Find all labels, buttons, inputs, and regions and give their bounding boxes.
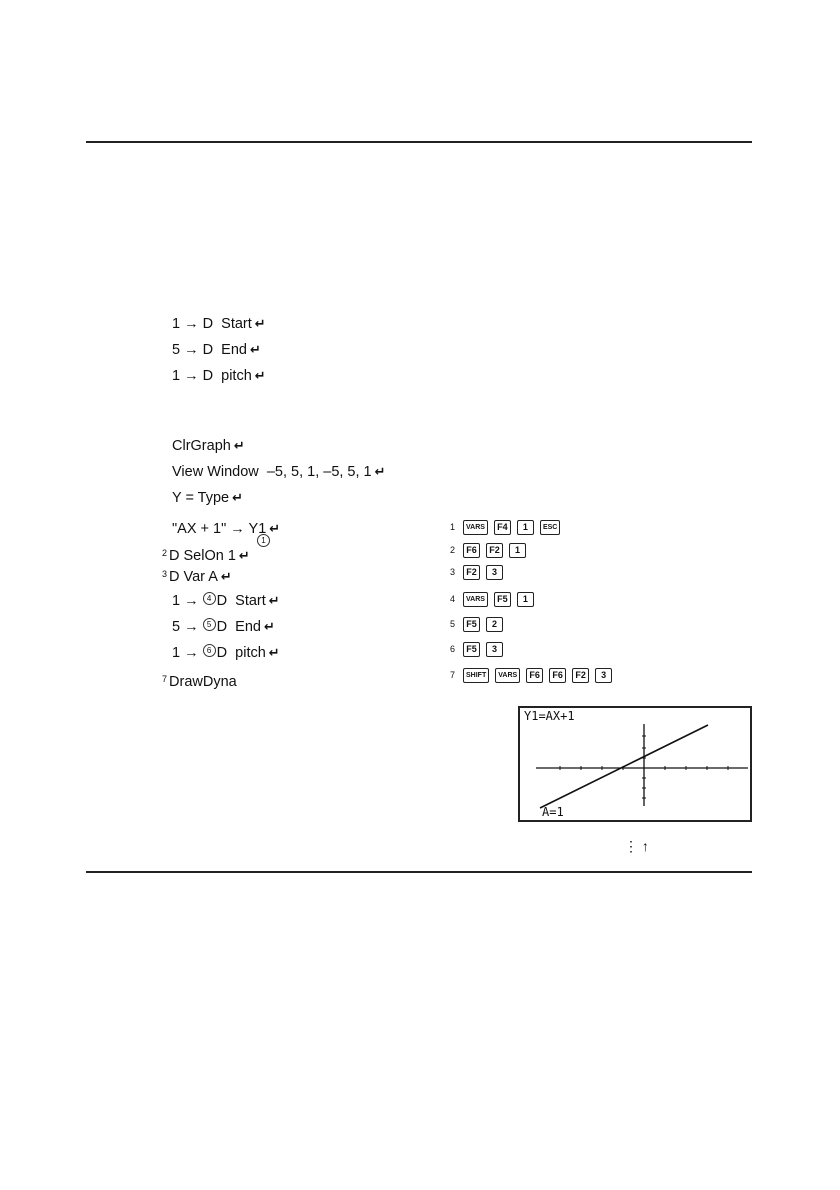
return-icon: ↵ — [374, 465, 386, 480]
program-line-dpitch: 1 → 6 D pitch ↵ — [172, 645, 280, 661]
program-line-selon: $^2$ D SelOn 1 ↵ — [162, 548, 250, 564]
program-line-dend: 5 → 5 D End ↵ — [172, 619, 275, 635]
key-f5: F5 — [463, 642, 480, 657]
program-line-start: 1 → D Start ↵ — [172, 316, 266, 332]
return-icon: ↵ — [263, 620, 275, 635]
key-3: 3 — [486, 642, 503, 657]
key-sequence-3: 3 F2 3 — [445, 563, 503, 581]
step-marker-3: 3 — [162, 569, 168, 579]
screen-variable-label: A=1 — [542, 805, 564, 819]
key-sequence-7: 7 SHIFT VARS F6 F6 F2 3 — [445, 666, 612, 684]
return-icon: ↵ — [268, 594, 280, 609]
bottom-rule — [86, 871, 752, 873]
program-line-ytype: Y = Type ↵ — [172, 490, 244, 506]
key-sequence-2: 2 F6 F2 1 — [445, 541, 526, 559]
key-f5: F5 — [463, 617, 480, 632]
key-esc: ESC — [540, 520, 560, 535]
key-vars: VARS — [463, 520, 488, 535]
program-line-viewwindow: View Window –5, 5, 1, –5, 5, 1 ↵ — [172, 464, 386, 480]
top-rule — [86, 141, 752, 143]
step-marker-1: 1 — [257, 534, 270, 547]
return-icon: ↵ — [232, 491, 244, 506]
program-line-clrgraph: ClrGraph ↵ — [172, 438, 245, 454]
key-f4: F4 — [494, 520, 511, 535]
step-marker-2: 2 — [162, 548, 168, 558]
program-line-dstart: 1 → 4 D Start ↵ — [172, 593, 280, 609]
return-icon: ↵ — [254, 369, 266, 384]
key-3: 3 — [595, 668, 612, 683]
key-vars: VARS — [463, 592, 488, 607]
step-marker-6: 6 — [203, 644, 216, 657]
program-line-drawdyna: $^7$ DrawDyna — [162, 674, 237, 690]
key-2: 2 — [486, 617, 503, 632]
step-marker-4: 4 — [203, 592, 216, 605]
key-sequence-5: 5 F5 2 — [445, 615, 503, 633]
graph-plot — [520, 708, 750, 820]
key-f6: F6 — [526, 668, 543, 683]
key-1: 1 — [517, 520, 534, 535]
return-icon: ↵ — [220, 570, 232, 585]
key-sequence-1: 1 VARS F4 1 ESC — [445, 518, 560, 536]
step-marker-5: 5 — [203, 618, 216, 631]
key-sequence-6: 6 F5 3 — [445, 640, 503, 658]
key-sequence-4: 4 VARS F5 1 — [445, 590, 534, 608]
key-f6: F6 — [463, 543, 480, 558]
calculator-screen — [518, 706, 752, 822]
return-icon: ↵ — [254, 317, 266, 332]
function-line — [540, 725, 708, 808]
key-1: 1 — [509, 543, 526, 558]
key-3: 3 — [486, 565, 503, 580]
program-line-function: "AX + 1" → Y1 ↵ 1 — [172, 521, 281, 545]
return-icon: ↵ — [233, 439, 245, 454]
key-f5: F5 — [494, 592, 511, 607]
key-shift: SHIFT — [463, 668, 489, 683]
key-1: 1 — [517, 592, 534, 607]
key-vars: VARS — [495, 668, 520, 683]
return-icon: ↵ — [269, 522, 281, 537]
return-icon: ↵ — [238, 549, 250, 564]
screen-footnote: ⋮ ↑ — [624, 838, 649, 854]
step-marker-7: 7 — [162, 674, 168, 684]
return-icon: ↵ — [268, 646, 280, 661]
program-line-pitch: 1 → D pitch ↵ — [172, 368, 266, 384]
key-f6: F6 — [549, 668, 566, 683]
key-f2: F2 — [486, 543, 503, 558]
program-line-end: 5 → D End ↵ — [172, 342, 261, 358]
return-icon: ↵ — [249, 343, 261, 358]
program-line-var: $^3$ D Var A ↵ — [162, 569, 232, 585]
screen-title: Y1=AX+1 — [524, 709, 575, 723]
key-f2: F2 — [463, 565, 480, 580]
key-f2: F2 — [572, 668, 589, 683]
